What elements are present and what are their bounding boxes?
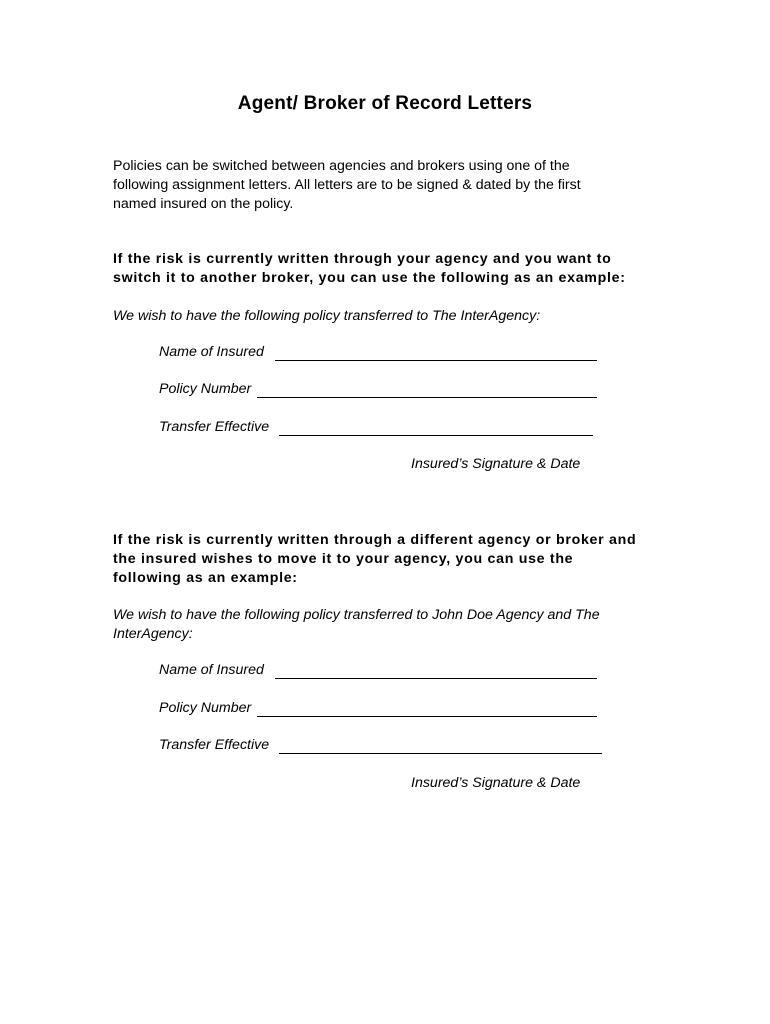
heading-line: switch it to another broker, you can use the following as an example: — [113, 270, 626, 286]
name-of-insured-label: Name of Insured — [159, 662, 264, 678]
transfer-effective-blank[interactable] — [279, 753, 602, 754]
section1-signature-label: Insured’s Signature & Date — [411, 456, 581, 472]
heading-line: following as an example: — [113, 570, 298, 586]
section1-statement — [113, 307, 693, 326]
intro-line: following assignment letters. All letters are to be signed & dated by the first — [113, 177, 581, 193]
section2-transfer-effective-field[interactable] — [159, 737, 269, 753]
intro-paragraph — [113, 157, 673, 214]
policy-number-blank[interactable] — [257, 397, 597, 398]
transfer-effective-label: Transfer Effective — [159, 419, 270, 435]
name-of-insured-label: Name of Insured — [159, 344, 264, 360]
name-of-insured-blank[interactable] — [275, 678, 597, 679]
heading-line: the insured wishes to move it to your agency, you can use the — [113, 551, 574, 567]
intro-line: named insured on the policy. — [113, 196, 294, 212]
section2-statement — [113, 606, 693, 644]
statement-line: InterAgency: — [113, 626, 193, 642]
heading-line: If the risk is currently written through a different agency or broker and — [113, 532, 637, 548]
section1-transfer-effective-field[interactable] — [159, 419, 269, 435]
statement-line: We wish to have the following policy transferred to The InterAgency: — [113, 308, 541, 324]
section2-heading — [113, 531, 693, 588]
section2-policy-number-field[interactable] — [159, 700, 251, 716]
policy-number-label: Policy Number — [159, 381, 252, 397]
section2-name-of-insured-field[interactable] — [159, 662, 264, 678]
intro-line: Policies can be switched between agencies and brokers using one of the — [113, 158, 570, 174]
page-title: Agent/ Broker of Record Letters — [237, 93, 533, 114]
statement-line: We wish to have the following policy transferred to John Doe Agency and The — [113, 607, 600, 623]
transfer-effective-blank[interactable] — [279, 435, 593, 436]
section1-heading — [113, 250, 693, 288]
heading-line: If the risk is currently written through your agency and you want to — [113, 251, 612, 267]
name-of-insured-blank[interactable] — [275, 360, 597, 361]
transfer-effective-label: Transfer Effective — [159, 737, 270, 753]
section2-signature-label: Insured’s Signature & Date — [411, 775, 581, 791]
section1-name-of-insured-field[interactable] — [159, 344, 264, 360]
section1-policy-number-field[interactable] — [159, 381, 251, 397]
policy-number-label: Policy Number — [159, 700, 252, 716]
policy-number-blank[interactable] — [257, 716, 597, 717]
